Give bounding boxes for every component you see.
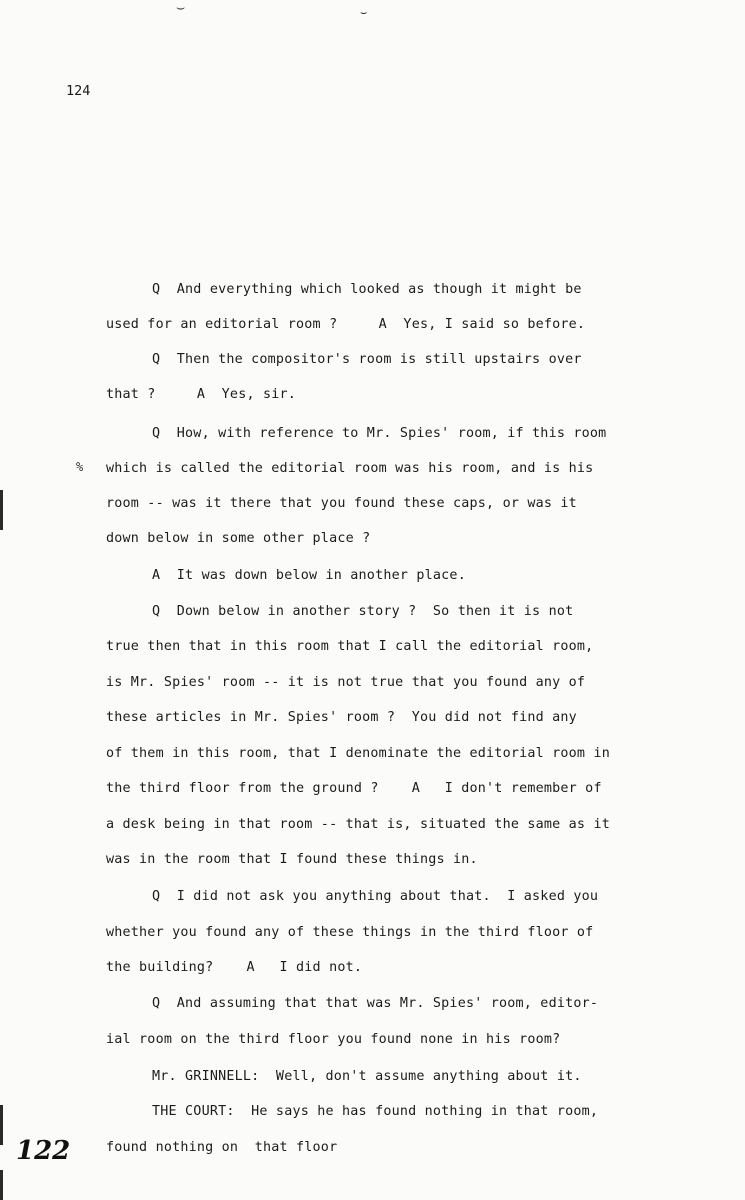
transcript-line: these articles in Mr. Spies' room ? You did not find any [106,710,577,725]
transcript-line: whether you found any of these things in the third floor of [106,925,594,940]
transcript-line: was in the room that I found these things in. [106,852,478,867]
transcript-line: true then that in this room that I call the editorial room, [106,639,594,654]
ink-speck: ⌣ [176,0,186,16]
handwritten-number: 122 [16,1136,71,1166]
transcript-line: Q Then the compositor's room is still upstairs over [152,352,582,367]
transcript-line: down below in some other place ? [106,531,371,546]
transcript-line: the third floor from the ground ? A I don't remember of [106,781,602,796]
transcript-line: that ? A Yes, sir. [106,387,297,402]
page-edge-mark [0,1170,3,1200]
transcript-line: a desk being in that room -- that is, situated the same as it [106,817,610,832]
transcript-line: THE COURT: He says he has found nothing in that room, [152,1104,599,1119]
ink-speck: ⌣ [360,6,368,19]
transcript-line: Q And assuming that that was Mr. Spies' room, editor- [152,996,599,1011]
transcript-line: Q How, with reference to Mr. Spies' room, if this room [152,426,607,441]
page-edge-mark [0,490,3,530]
transcript-line: found nothing on that floor [106,1140,338,1155]
transcript-line: Q And everything which looked as though it might be [152,282,582,297]
page-number: 124 [66,83,91,99]
transcript-line: which is called the editorial room was his room, and is his [106,461,594,476]
transcript-line: room -- was it there that you found these caps, or was it [106,496,577,511]
transcript-line: Q Down below in another story ? So then it is not [152,604,574,619]
transcript-line: of them in this room, that I denominate the editorial room in [106,746,610,761]
transcript-line: the building? A I did not. [106,960,363,975]
transcript-line: A It was down below in another place. [152,568,466,583]
margin-mark: % [76,460,84,474]
transcript-line: Q I did not ask you anything about that. I asked you [152,889,599,904]
transcript-line: used for an editorial room ? A Yes, I said so before. [106,317,586,332]
transcript-line: ial room on the third floor you found none in his room? [106,1032,561,1047]
transcript-line: Mr. GRINNELL: Well, don't assume anything about it. [152,1069,582,1084]
transcript-line: is Mr. Spies' room -- it is not true that you found any of [106,675,586,690]
page-edge-mark [0,1105,3,1145]
